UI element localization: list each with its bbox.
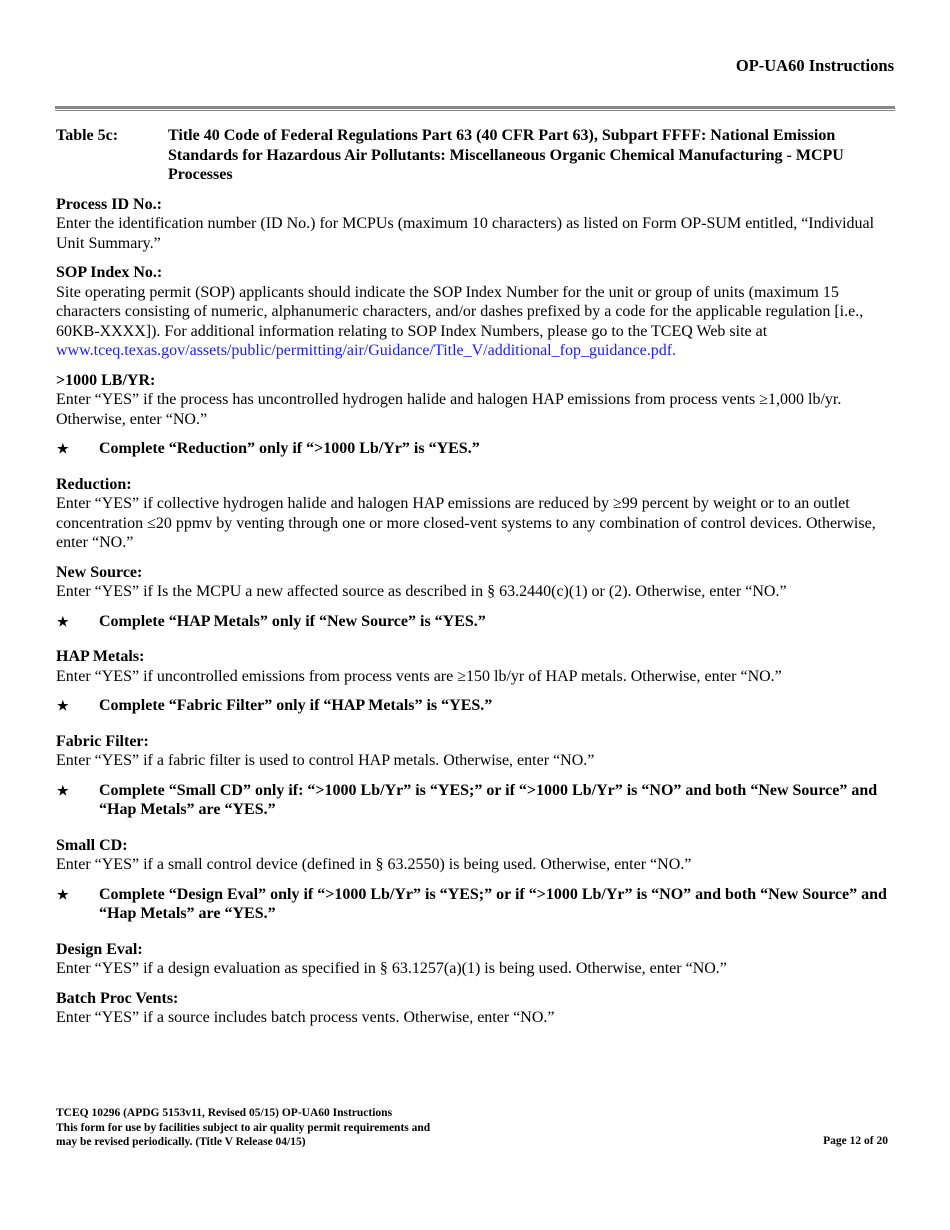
section-title: Process ID No.: [56, 195, 162, 213]
section-sop-index [56, 263, 896, 361]
note-small-cd [56, 781, 896, 820]
table-label: Table 5c: [56, 127, 119, 144]
section-body: Enter “YES” if Is the MCPU a new affected source as described in § 63.2440(c)(1) or (2). Otherwise, enter “NO.” [56, 583, 787, 600]
note-text: Complete “Fabric Filter” only if “HAP Metals” is “YES.” [99, 697, 493, 714]
footer-line: TCEQ 10296 (APDG 5153v11, Revised 05/15) OP-UA60 Instructions [56, 1107, 393, 1119]
star-icon: ★ [57, 886, 69, 902]
section-title: SOP Index No.: [56, 264, 163, 281]
section-body: Enter “YES” if a source includes batch process vents. Otherwise, enter “NO.” [56, 1009, 555, 1026]
star-icon: ★ [57, 441, 69, 456]
note-hap-metals [56, 612, 896, 632]
section-title: Design Eval: [56, 940, 143, 958]
section-body: Enter “YES” if a design evaluation as specified in § 63.1257(a)(1) is being used. Otherwise, enter “NO.” [56, 960, 727, 977]
section-title: >1000 LB/YR: [56, 371, 156, 389]
section-title: Fabric Filter: [56, 732, 149, 750]
section-lb-yr [56, 371, 896, 430]
section-hap-metals [56, 647, 896, 686]
section-body-text: Site operating permit (SOP) applicants should indicate the SOP Index Number for the unit or group of units (maximum 15 characters consisting of numeric, alphanumeric characters, and/or dashes prefixed by a code for the applicable regulation [i.e., 60KB-XXXX]). For additional information relating to SOP Index Numbers, please go to the TCEQ Web site at [56, 283, 864, 340]
section-body: Enter the identification number (ID No.) for MCPUs (maximum 10 characters) as listed on Form OP-SUM entitled, “Individual Unit Summary.” [56, 215, 875, 252]
table-title: Title 40 Code of Federal Regulations Part 63 (40 CFR Part 63), Subpart FFFF: National Emission Standards for Hazardous Air Pollutants: Miscellaneous Organic Chemical Manufacturing - MCPU Processes [168, 127, 844, 183]
section-reduction [56, 475, 896, 553]
note-design-eval [56, 885, 896, 924]
section-new-source [56, 563, 896, 602]
note-fabric-filter [56, 696, 896, 716]
instructions-content [56, 126, 896, 1038]
section-body: Enter “YES” if the process has uncontrolled hydrogen halide and halogen HAP emissions from process vents ≥1,000 lb/yr. Otherwise, enter “NO.” [56, 391, 842, 428]
section-small-cd [56, 836, 896, 875]
note-text: Complete “Design Eval” only if “>1000 Lb/Yr” is “YES;” or if “>1000 Lb/Yr” is “NO” and both “New Source” and “Hap Metals” are “YES.” [99, 885, 887, 922]
link-period: . [672, 342, 677, 359]
table-heading [56, 126, 896, 185]
section-title: Batch Proc Vents: [56, 989, 179, 1007]
section-batch-proc [56, 989, 896, 1028]
section-body: Enter “YES” if collective hydrogen halide and halogen HAP emissions are reduced by ≥99 percent by weight or to an outlet concentration ≤20 ppmv by venting through one or more closed-vent systems to any combination of control devices. Otherwise, enter “NO.” [56, 495, 876, 551]
section-body [56, 283, 896, 361]
section-title: Reduction: [56, 475, 132, 493]
footer-line: This form for use by facilities subject to air quality permit requirements and [56, 1121, 431, 1134]
header-divider [55, 106, 895, 111]
section-body: Enter “YES” if a fabric filter is used to control HAP metals. Otherwise, enter “NO.” [56, 752, 595, 769]
note-text: Complete “Small CD” only if: “>1000 Lb/Yr” is “YES;” or if “>1000 Lb/Yr” is “NO” and both “New Source” and “Hap Metals” are “YES.” [99, 781, 878, 818]
header-title: OP-UA60 Instructions [735, 56, 894, 75]
note-reduction [56, 439, 896, 459]
star-icon: ★ [57, 782, 69, 798]
footer-line: may be revised periodically. (Title V Release 04/15) [56, 1136, 306, 1148]
section-title: HAP Metals: [56, 648, 145, 665]
page-number: Page 12 of 20 [823, 1135, 888, 1147]
section-body: Enter “YES” if a small control device (defined in § 63.2550) is being used. Otherwise, enter “NO.” [56, 856, 692, 873]
note-text: Complete “Reduction” only if “>1000 Lb/Yr” is “YES.” [99, 440, 480, 457]
note-text: Complete “HAP Metals” only if “New Source” is “YES.” [99, 612, 486, 630]
section-fabric-filter [56, 732, 896, 771]
star-icon: ★ [57, 613, 69, 629]
section-body: Enter “YES” if uncontrolled emissions from process vents are ≥150 lb/yr of HAP metals. Otherwise, enter “NO.” [56, 667, 782, 685]
star-icon: ★ [57, 698, 69, 713]
section-process-id [56, 195, 896, 254]
section-title: New Source: [56, 563, 143, 581]
section-design-eval [56, 940, 896, 979]
section-title: Small CD: [56, 836, 128, 854]
guidance-link[interactable]: www.tceq.texas.gov/assets/public/permitting/air/Guidance/Title_V/additional_fop_guidance.pdf [56, 342, 673, 359]
footer-form-info [56, 1106, 430, 1150]
